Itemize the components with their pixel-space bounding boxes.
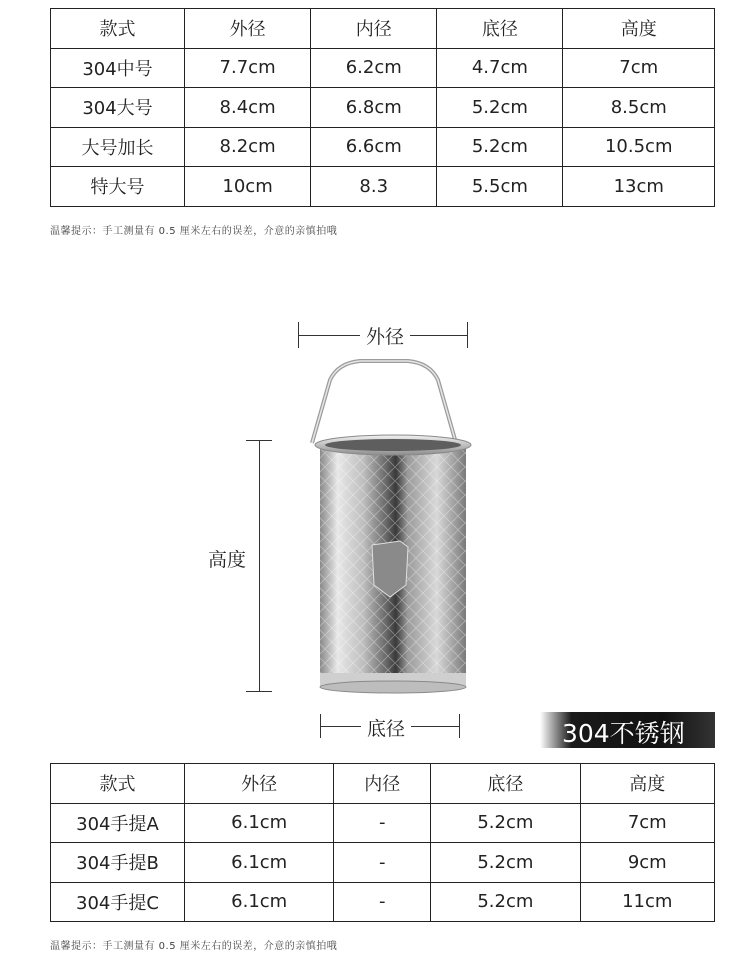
size-table-bottom xyxy=(50,763,715,922)
table-cell: 5.2cm xyxy=(431,882,580,922)
header-bottom-diameter: 底径 xyxy=(431,764,580,804)
table-cell: 6.1cm xyxy=(185,882,334,922)
table-cell: 大号加长 xyxy=(51,127,185,167)
table-cell: 6.8cm xyxy=(311,88,437,128)
header-height: 高度 xyxy=(563,9,715,49)
material-badge xyxy=(540,712,715,748)
outer-diameter-tick-left xyxy=(298,322,299,348)
bottom-diameter-tick-right xyxy=(459,714,460,738)
table-cell: 9cm xyxy=(580,843,714,883)
table-cell: 304手提C xyxy=(51,882,185,922)
header-bottom-diameter: 底径 xyxy=(437,9,563,49)
header-height: 高度 xyxy=(580,764,714,804)
table-cell: 10.5cm xyxy=(563,127,715,167)
header-style: 款式 xyxy=(51,9,185,49)
table-cell: 5.2cm xyxy=(431,803,580,843)
table-cell: 5.2cm xyxy=(437,127,563,167)
header-inner-diameter: 内径 xyxy=(334,764,431,804)
table-cell: 8.4cm xyxy=(185,88,311,128)
height-tick-top xyxy=(246,440,272,441)
table-cell: 5.2cm xyxy=(431,843,580,883)
table-cell: 5.5cm xyxy=(437,167,563,207)
table-cell: 8.3 xyxy=(311,167,437,207)
table-cell: 6.1cm xyxy=(185,803,334,843)
table-row xyxy=(51,88,715,128)
outer-diameter-tick-right xyxy=(467,322,468,348)
strainer-basket-image xyxy=(290,355,480,700)
table-cell: 7cm xyxy=(563,48,715,88)
table-cell: 5.2cm xyxy=(437,88,563,128)
table-cell: - xyxy=(334,803,431,843)
table-cell: 10cm xyxy=(185,167,311,207)
table-cell: - xyxy=(334,882,431,922)
header-inner-diameter: 内径 xyxy=(311,9,437,49)
height-line xyxy=(259,440,260,692)
table-row xyxy=(51,882,715,922)
table-cell: 6.2cm xyxy=(311,48,437,88)
table-cell: - xyxy=(334,843,431,883)
table-row xyxy=(51,127,715,167)
table-cell: 304大号 xyxy=(51,88,185,128)
header-outer-diameter: 外径 xyxy=(185,9,311,49)
table-cell: 7cm xyxy=(580,803,714,843)
table-header-row xyxy=(51,9,715,49)
material-badge-text: 304不锈钢 xyxy=(562,719,685,748)
table-cell: 特大号 xyxy=(51,167,185,207)
table-cell: 304手提A xyxy=(51,803,185,843)
table-row xyxy=(51,48,715,88)
height-label: 高度 xyxy=(208,549,247,571)
outer-diameter-label: 外径 xyxy=(360,322,410,349)
table-row xyxy=(51,167,715,207)
table-cell: 304中号 xyxy=(51,48,185,88)
table-cell: 8.5cm xyxy=(563,88,715,128)
measurement-note: 温馨提示：手工测量有 0.5 厘米左右的误差，介意的亲慎拍哦 xyxy=(50,226,338,237)
table-cell: 7.7cm xyxy=(185,48,311,88)
table-cell: 13cm xyxy=(563,167,715,207)
header-outer-diameter: 外径 xyxy=(185,764,334,804)
bottom-diameter-label: 底径 xyxy=(361,714,411,741)
table-header-row xyxy=(51,764,715,804)
height-tick-bottom xyxy=(246,691,272,692)
header-style: 款式 xyxy=(51,764,185,804)
measurement-note: 温馨提示：手工测量有 0.5 厘米左右的误差，介意的亲慎拍哦 xyxy=(50,941,338,952)
table-cell: 6.1cm xyxy=(185,843,334,883)
table-cell: 11cm xyxy=(580,882,714,922)
table-cell: 6.6cm xyxy=(311,127,437,167)
table-row xyxy=(51,843,715,883)
table-cell: 4.7cm xyxy=(437,48,563,88)
size-table-top xyxy=(50,8,715,207)
bottom-diameter-tick-left xyxy=(320,714,321,738)
table-row xyxy=(51,803,715,843)
table-cell: 8.2cm xyxy=(185,127,311,167)
table-cell: 304手提B xyxy=(51,843,185,883)
